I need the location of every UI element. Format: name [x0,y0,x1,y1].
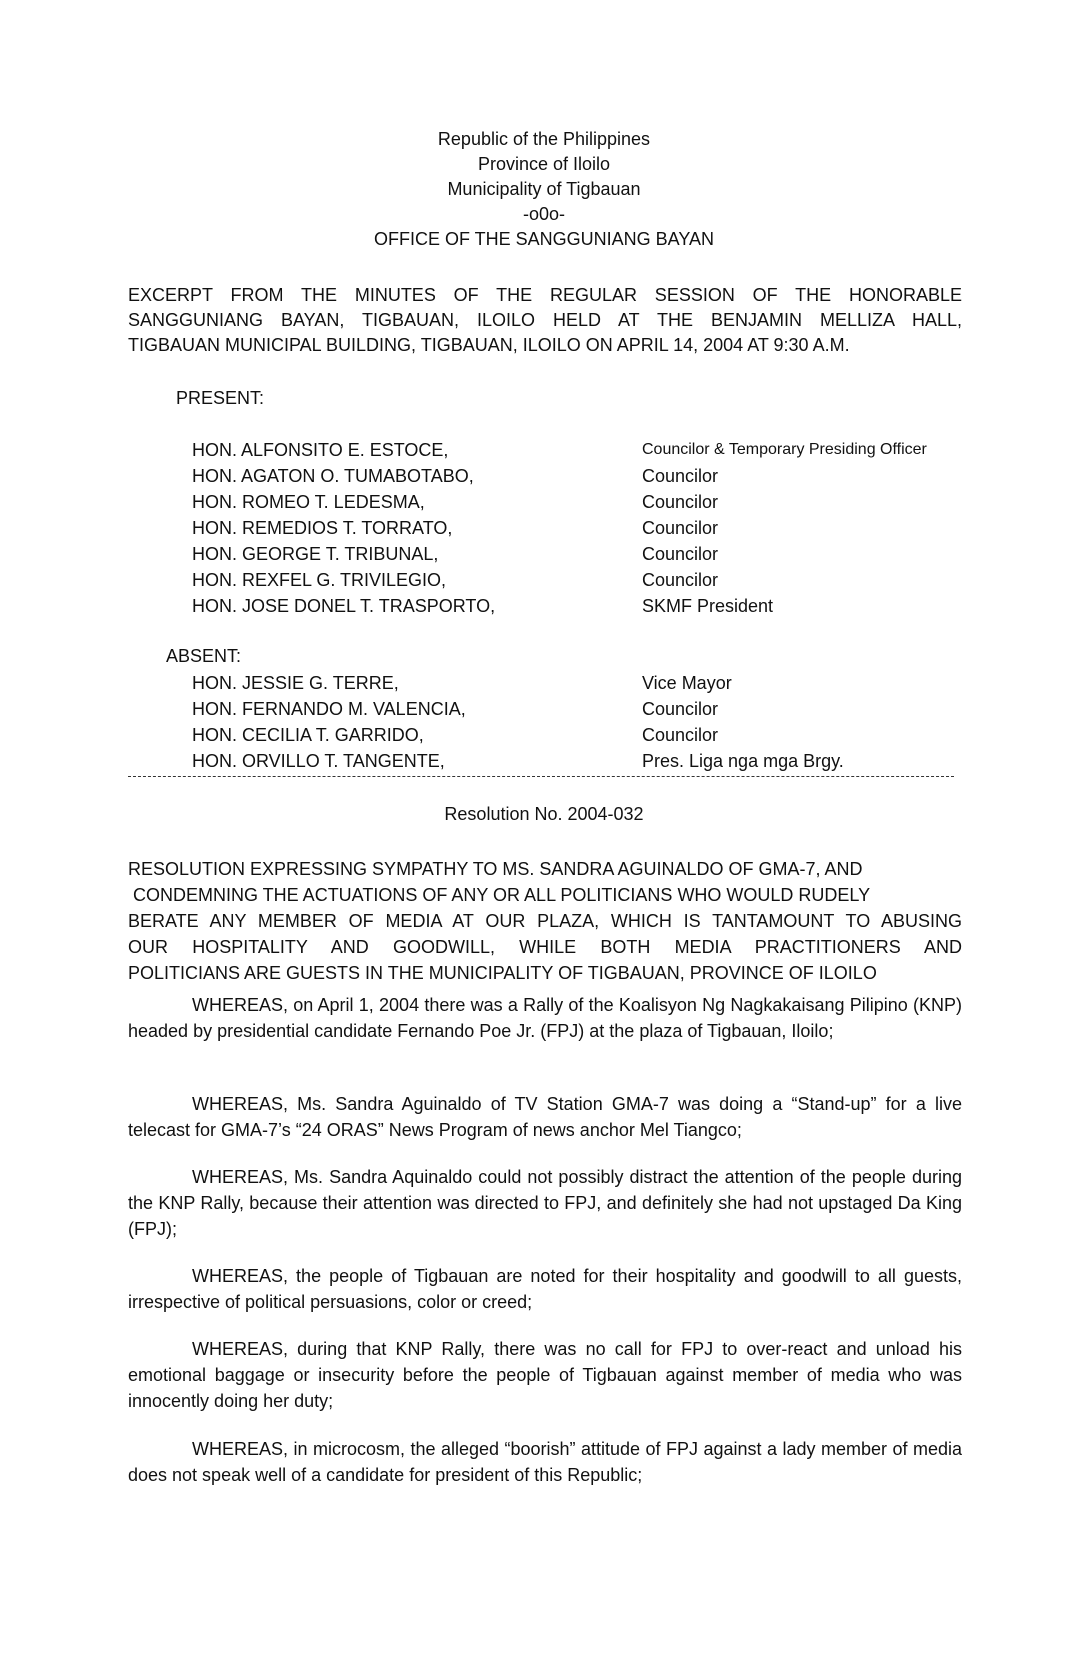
absentee-name: HON. CECILIA T. GARRIDO, [192,725,424,745]
absentee-role: Councilor [642,725,719,745]
whereas-clause: WHEREAS, on April 1, 2004 there was a Rally of the Koalisyon Ng Nagkakaisang Pilipino (KNP) headed by presidential candidate Fernando Poe Jr. (FPJ) at the plaza of Tigbauan, Iloilo; [128,995,962,1041]
title-line: BERATE ANY MEMBER OF MEDIA AT OUR PLAZA, WHICH IS TANTAMOUNT TO ABUSING [128,911,962,931]
absentee-row [192,748,972,774]
absentee-name: HON. JESSIE G. TERRE, [192,673,399,693]
whereas-clause: WHEREAS, Ms. Sandra Aguinaldo of TV Station GMA-7 was doing a “Stand-up” for a live telecast for GMA-7’s “24 ORAS” News Program of news anchor Mel Tiangco; [128,1094,962,1140]
attendee-role: Councilor & Temporary Presiding Officer [642,441,927,458]
province-line: Province of Iloilo [477,154,611,174]
attendee-row [192,593,972,619]
attendee-row [192,463,972,489]
resolution-title [128,856,962,986]
attendee-name: HON. ALFONSITO E. ESTOCE, [192,440,449,460]
attendee-row [192,567,972,593]
ornament-line: -o0o- [522,204,566,224]
whereas-clause: WHEREAS, during that KNP Rally, there was no call for FPJ to over-react and unload his emotional baggage or insecurity before the people of Tigbauan against member of media who was innocently doing her duty; [128,1339,962,1411]
title-line: CONDEMNING THE ACTUATIONS OF ANY OR ALL POLITICIANS WHO WOULD RUDELY [128,885,871,905]
attendee-name: HON. JOSE DONEL T. TRASPORTO, [192,596,496,616]
absentee-name: HON. FERNANDO M. VALENCIA, [192,699,466,719]
present-label: PRESENT: [176,388,265,408]
absent-label: ABSENT: [166,646,242,666]
whereas-clause: WHEREAS, in microcosm, the alleged “boorish” attitude of FPJ against a lady member of media does not speak well of a candidate for president of this Republic; [128,1439,962,1485]
absentee-row [192,722,972,748]
whereas-clause: WHEREAS, the people of Tigbauan are noted for their hospitality and goodwill to all guests, irrespective of political persuasions, color or creed; [128,1266,962,1312]
dashed-divider [128,776,954,777]
absentee-role: Pres. Liga nga mga Brgy. [642,751,844,771]
attendee-row [192,541,972,567]
attendee-name: HON. REXFEL G. TRIVILEGIO, [192,570,447,590]
letterhead [0,127,1088,252]
resolution-number: Resolution No. 2004-032 [444,804,644,824]
absentee-role: Vice Mayor [642,673,732,693]
attendee-row [192,515,972,541]
intro-line: TIGBAUAN MUNICIPAL BUILDING, TIGBAUAN, ILOILO ON APRIL 14, 2004 AT 9:30 A.M. [128,335,850,355]
attendee-role: Councilor [642,466,719,486]
absent-list [192,670,972,774]
attendee-row [192,489,972,515]
attendee-role: Councilor [642,518,719,538]
attendee-name: HON. REMEDIOS T. TORRATO, [192,518,453,538]
whereas-clause: WHEREAS, Ms. Sandra Aquinaldo could not possibly distract the attention of the people during the KNP Rally, because their attention was directed to FPJ, and definitely she had not upstaged Da King (FPJ); [128,1167,962,1239]
title-line: RESOLUTION EXPRESSING SYMPATHY TO MS. SANDRA AGUINALDO OF GMA-7, AND [128,859,863,879]
attendee-role: SKMF President [642,596,774,616]
minutes-intro [128,283,962,358]
absentee-role: Councilor [642,699,719,719]
intro-line: EXCERPT FROM THE MINUTES OF THE REGULAR SESSION OF THE HONORABLE [128,285,962,305]
attendee-role: Councilor [642,544,719,564]
attendee-row [192,437,972,463]
municipality-line: Municipality of Tigbauan [447,179,641,199]
attendee-name: HON. GEORGE T. TRIBUNAL, [192,544,439,564]
absentee-row [192,670,972,696]
attendee-role: Councilor [642,492,719,512]
intro-line: SANGGUNIANG BAYAN, TIGBAUAN, ILOILO HELD AT THE BENJAMIN MELLIZA HALL, [128,310,962,330]
present-list [192,437,972,619]
absentee-row [192,696,972,722]
title-line: OUR HOSPITALITY AND GOODWILL, WHILE BOTH MEDIA PRACTITIONERS AND [128,937,962,957]
country-line: Republic of the Philippines [437,129,651,149]
attendee-role: Councilor [642,570,719,590]
office-line: OFFICE OF THE SANGGUNIANG BAYAN [373,229,715,249]
attendee-name: HON. ROMEO T. LEDESMA, [192,492,425,512]
attendee-name: HON. AGATON O. TUMABOTABO, [192,466,474,486]
absentee-name: HON. ORVILLO T. TANGENTE, [192,751,445,771]
title-line: POLITICIANS ARE GUESTS IN THE MUNICIPALITY OF TIGBAUAN, PROVINCE OF ILOILO [128,963,877,983]
